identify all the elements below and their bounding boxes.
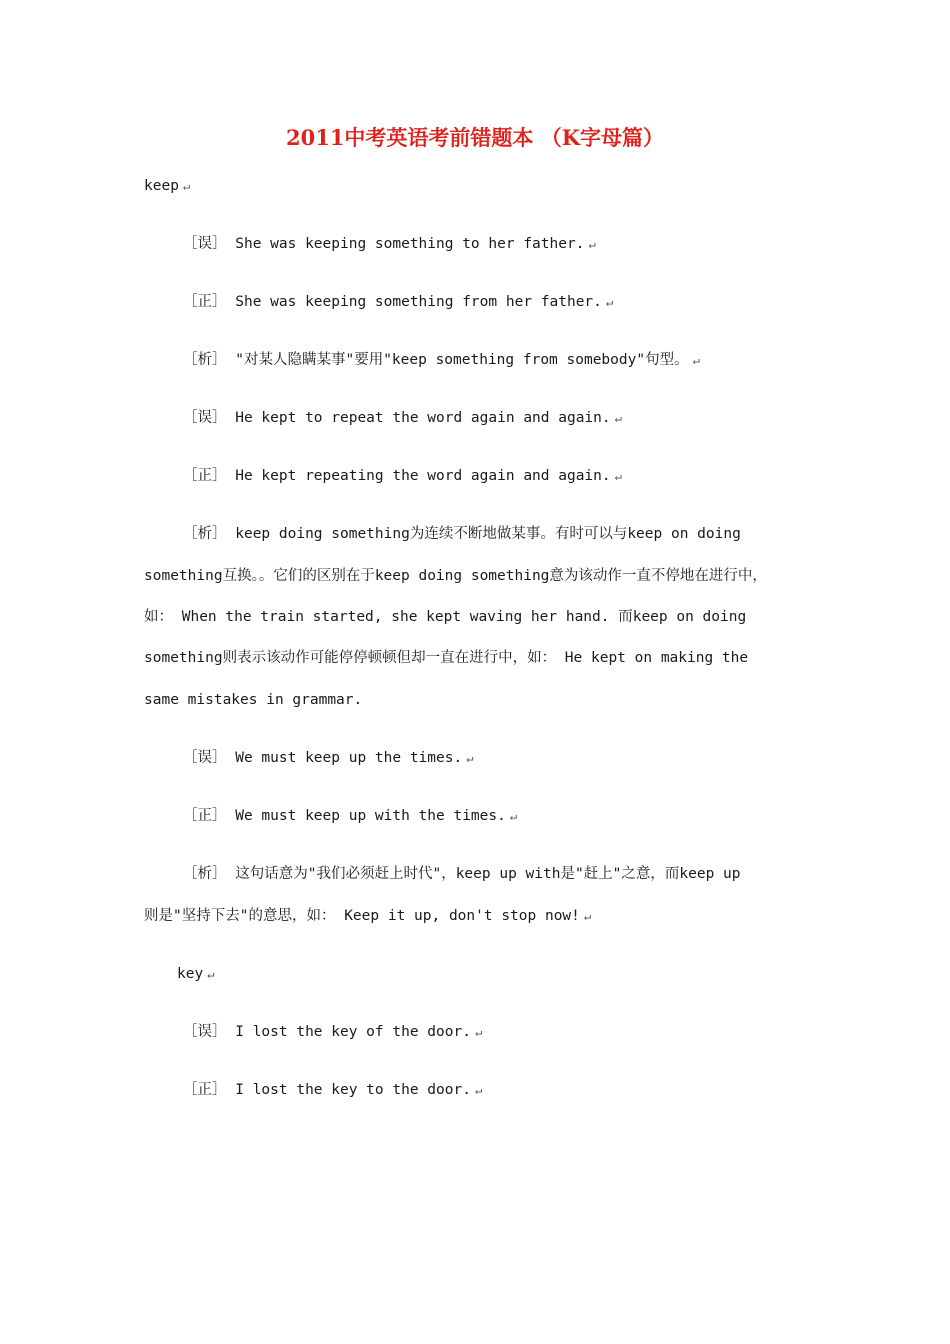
note-text: 则是"坚持下去"的意思，如： Keep it up, don't stop now! xyxy=(144,908,580,924)
correct-example xyxy=(183,292,613,312)
example-text: We must keep up the times. xyxy=(235,750,463,766)
example-text: He kept to repeat the word again and again. xyxy=(235,410,611,426)
wrong-tag: ［误］ xyxy=(183,410,227,426)
wrong-example xyxy=(183,1022,482,1042)
example-text: She was keeping something from her father. xyxy=(235,294,602,310)
paragraph-mark-icon: ↵ xyxy=(614,469,622,483)
entry-heading-keep xyxy=(144,176,190,196)
wrong-tag: ［误］ xyxy=(183,236,227,252)
note-continuation xyxy=(144,906,591,926)
correct-tag: ［正］ xyxy=(183,294,227,310)
analysis-note xyxy=(183,350,700,370)
correct-tag: ［正］ xyxy=(183,1082,227,1098)
paragraph-mark-icon: ↵ xyxy=(182,179,191,193)
note-continuation: something互换。。它们的区别在于keep doing something意为该动作一直不停地在进行中， xyxy=(144,568,767,584)
wrong-example xyxy=(183,748,473,768)
paragraph-mark-icon: ↵ xyxy=(692,353,700,367)
correct-example xyxy=(183,1080,482,1100)
page-title: 2011中考英语考前错题本 （K字母篇） xyxy=(285,125,664,150)
correct-example xyxy=(183,466,622,486)
paragraph-mark-icon: ↵ xyxy=(509,809,518,823)
analysis-tag: ［析］ xyxy=(183,352,227,368)
example-text: I lost the key of the door. xyxy=(235,1024,471,1040)
wrong-example xyxy=(183,234,596,254)
paragraph-mark-icon: ↵ xyxy=(474,1025,483,1039)
note-continuation: something则表示该动作可能停停顿顿但却一直在进行中，如： He kept on making the xyxy=(144,650,749,666)
example-text: We must keep up with the times. xyxy=(235,808,506,824)
paragraph-mark-icon: ↵ xyxy=(583,909,592,923)
example-text: He kept repeating the word again and again. xyxy=(235,468,611,484)
analysis-note xyxy=(183,864,741,884)
wrong-tag: ［误］ xyxy=(183,1024,227,1040)
entry-heading-key xyxy=(177,964,214,984)
paragraph-mark-icon: ↵ xyxy=(614,411,622,425)
note-text: 这句话意为"我们必须赶上时代"，keep up with是"赶上"之意，而keep up xyxy=(235,866,741,882)
note-continuation: same mistakes in grammar. xyxy=(144,692,363,708)
example-text: She was keeping something to her father. xyxy=(235,236,585,252)
analysis-tag: ［析］ xyxy=(183,866,227,882)
paragraph-mark-icon: ↵ xyxy=(474,1083,483,1097)
paragraph-mark-icon: ↵ xyxy=(605,295,614,309)
paragraph-mark-icon: ↵ xyxy=(466,751,474,765)
note-text: "对某人隐瞒某事"要用"keep something from somebody"句型。 xyxy=(235,352,689,368)
analysis-tag: ［析］ xyxy=(183,526,227,542)
entry-word: key xyxy=(177,966,204,982)
correct-tag: ［正］ xyxy=(183,808,227,824)
correct-example xyxy=(183,806,517,826)
wrong-example xyxy=(183,408,622,428)
paragraph-mark-icon: ↵ xyxy=(588,237,596,251)
analysis-note xyxy=(183,524,741,544)
paragraph-mark-icon: ↵ xyxy=(207,967,215,981)
note-text: keep doing something为连续不断地做某事。有时可以与keep on doing xyxy=(235,526,741,542)
example-text: I lost the key to the door. xyxy=(235,1082,471,1098)
wrong-tag: ［误］ xyxy=(183,750,227,766)
correct-tag: ［正］ xyxy=(183,468,227,484)
entry-word: keep xyxy=(144,178,179,194)
note-continuation: 如： When the train started, she kept waving her hand. 而keep on doing xyxy=(144,609,747,625)
